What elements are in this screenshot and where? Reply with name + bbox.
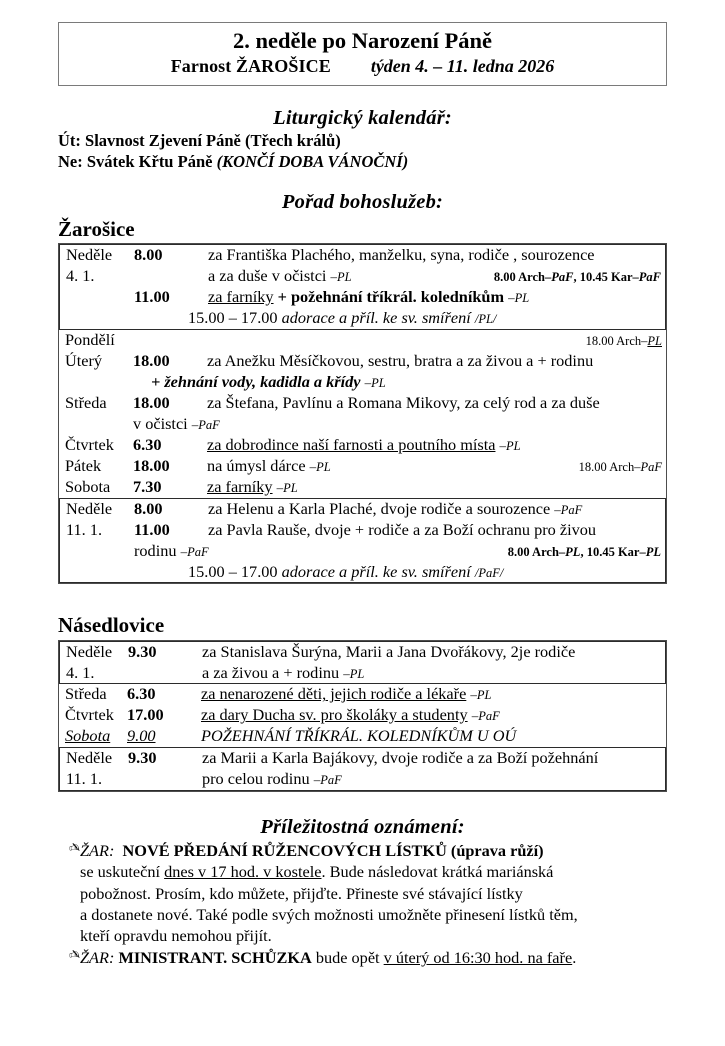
row-intention — [208, 499, 661, 520]
table-row — [60, 541, 665, 562]
row-intention — [201, 684, 662, 705]
announcement-line — [80, 861, 667, 882]
table-row — [59, 393, 666, 414]
row-time: 7.30 — [133, 476, 162, 496]
announcement-item — [58, 947, 667, 968]
row-intention — [65, 414, 662, 435]
celebrant-dash: – — [554, 501, 561, 517]
row-intention — [208, 266, 486, 287]
intention-bold-italic: + žehnání vody, kadidla a křídy — [151, 372, 361, 392]
annotation-celebrant: PL — [565, 544, 581, 559]
row-intention — [207, 456, 571, 477]
sunday-block-last — [59, 498, 666, 584]
celebrant-code: /PL/ — [474, 312, 497, 327]
sunday-block-first — [59, 244, 666, 330]
town-heading-nasedlovice: Násedlovice — [58, 613, 165, 638]
weekday-rows-zarosice — [59, 330, 666, 498]
intention-bold: + požehnání tříkrál. koledníkům — [273, 287, 505, 307]
table-row — [60, 266, 665, 287]
annotation-part: 18.00 Arch– — [578, 459, 641, 474]
liturgical-line — [58, 130, 667, 151]
celebrant-code: /PaF/ — [474, 565, 504, 580]
annotation-part: 18.00 Arch– — [585, 334, 648, 349]
row-intention — [202, 769, 661, 790]
row-intention: za Františka Plachého, manželku, syna, rodiče , sourozence — [208, 245, 595, 265]
row-time: 15.00 – 17.00 — [188, 308, 282, 328]
town-heading-zarosice: Žarošice — [58, 217, 135, 242]
announcement-line: kteří opravdu nemohou přijít. — [80, 926, 272, 946]
row-day: Sobota — [65, 726, 111, 746]
sunday-block-first-nas — [59, 641, 666, 685]
row-time: 9.30 — [128, 748, 157, 768]
intention-text: a za živou a + rodinu — [202, 662, 340, 682]
row-date: 11. 1. — [66, 519, 103, 539]
announcement-line: a dostanete nové. Také podle svých možnosti umožněte přinesení lístků těm, — [80, 904, 578, 924]
annotation-celebrant: PL — [645, 544, 661, 559]
row-time: 11.00 — [134, 287, 170, 307]
table-row — [60, 748, 665, 769]
celebrant-code: PaF — [187, 544, 209, 559]
row-intention: za Stanislava Šurýna, Marii a Jana Dvořákovy, 2je rodiče — [202, 641, 576, 661]
celebrant-code: PaF — [198, 417, 220, 432]
bulletin-header — [58, 22, 667, 86]
row-intention — [66, 308, 661, 329]
header-subtitle — [59, 56, 666, 78]
row-time: 18.00 — [133, 393, 170, 413]
table-row — [59, 684, 666, 705]
pen-hand-icon: ✍ — [69, 948, 80, 964]
services-heading: Pořad bohoslužeb: — [281, 191, 444, 214]
celebrant-dash: – — [180, 543, 188, 559]
row-day: Čtvrtek — [65, 434, 114, 454]
celebrant-code: PL — [476, 688, 492, 703]
celebrant-dash: – — [470, 687, 477, 703]
announcement-title: MINISTRANT. SCHŮZKA — [118, 948, 312, 968]
table-row — [60, 663, 665, 684]
annotation-celebrant: PaF — [551, 270, 574, 285]
celebrant-dash: – — [276, 479, 284, 495]
celebrant-code: PL — [316, 459, 331, 474]
intention-underlined: za nenarozené děti, jejich rodiče a lékaře — [201, 684, 467, 704]
line-post: . Bude následovat krátká mariánská — [321, 862, 554, 882]
row-day: Neděle — [66, 748, 113, 768]
row-time: 8.00 — [134, 245, 163, 265]
row-intention — [66, 562, 661, 583]
announcement-item — [58, 840, 667, 861]
celebrant-code: PL — [283, 480, 298, 495]
annotation-part: , 10.45 Kar– — [573, 270, 639, 285]
celebrant-code: PL — [514, 291, 530, 306]
celebrant-dash: – — [364, 375, 372, 391]
celebrant-dash: – — [313, 772, 321, 788]
intention-underlined: za farníky — [208, 287, 274, 307]
row-day: Středa — [65, 684, 107, 704]
table-row — [60, 287, 665, 308]
table-row — [60, 499, 665, 520]
table-row — [59, 435, 666, 456]
table-row — [59, 456, 666, 477]
intention-text: v očistci — [133, 413, 188, 433]
row-time: 9.00 — [127, 726, 156, 746]
intention-text: adorace a příl. ke sv. smíření — [281, 561, 471, 581]
row-intention — [65, 372, 662, 393]
row-time: 11.00 — [134, 519, 170, 539]
row-annotation — [500, 544, 661, 560]
page-title: 2. neděle po Narození Páně — [233, 28, 492, 53]
row-day: Pondělí — [65, 330, 115, 350]
annotation-celebrant: PL — [647, 334, 662, 349]
celebrant-code: PL — [349, 666, 365, 681]
celebrant-dash: – — [499, 437, 507, 453]
liturgical-line — [58, 151, 667, 172]
row-intention — [201, 705, 662, 726]
occasional-heading: Příležitostná oznámení: — [260, 816, 465, 839]
intention-text: rodinu — [134, 540, 177, 560]
row-annotation — [571, 459, 662, 475]
schedule-table-nasedlovice — [58, 640, 667, 793]
row-time: 6.30 — [133, 434, 162, 454]
intention-text: na úmysl dárce — [207, 455, 306, 475]
row-intention: za Pavla Rauše, dvoje + rodiče a za Boží ochranu pro živou — [208, 519, 597, 539]
announcement-body — [80, 947, 667, 968]
row-date: 4. 1. — [66, 266, 95, 286]
row-time: 8.00 — [134, 498, 163, 518]
table-row — [60, 562, 665, 583]
row-day: Sobota — [65, 476, 111, 496]
row-day: Úterý — [65, 351, 103, 371]
row-time: 9.30 — [128, 641, 157, 661]
row-time: 18.00 — [133, 455, 170, 475]
announcement-tag: ŽAR: — [80, 948, 115, 968]
row-day: Pátek — [65, 455, 102, 475]
celebrant-code: PaF — [478, 709, 500, 724]
annotation-part: 8.00 Arch– — [493, 270, 552, 285]
line-underlined: dnes v 17 hod. v kostele — [164, 862, 322, 882]
table-row — [60, 308, 665, 329]
celebrant-code: PL — [506, 438, 521, 453]
table-row — [59, 705, 666, 726]
row-intention — [66, 541, 500, 562]
annotation-part: 8.00 Arch– — [507, 544, 566, 559]
row-day: Neděle — [66, 498, 113, 518]
table-row — [59, 372, 666, 393]
table-row — [60, 245, 665, 266]
row-intention: POŽEHNÁNÍ TŘÍKRÁL. KOLEDNÍKŮM U OÚ — [201, 726, 517, 746]
intention-text: pro celou rodinu — [202, 769, 310, 789]
intention-text: a za duše v očistci — [208, 266, 327, 286]
celebrant-code: PL — [371, 376, 386, 391]
row-time: 15.00 – 17.00 — [188, 561, 282, 581]
line-pre: bude opět — [311, 948, 384, 968]
row-day: Neděle — [66, 245, 113, 265]
schedule-table-zarosice — [58, 243, 667, 584]
row-date: 4. 1. — [66, 662, 95, 682]
row-day: Středa — [65, 393, 107, 413]
table-row — [59, 414, 666, 435]
liturgical-day-2: Ne: Svátek Křtu Páně — [58, 151, 217, 171]
parish-name: Farnost ŽAROŠICE — [170, 55, 331, 76]
table-row — [59, 726, 666, 747]
liturgical-calendar-heading: Liturgický kalendář: — [273, 106, 452, 129]
intention-text: adorace a příl. ke sv. smíření — [281, 308, 471, 328]
row-day: Neděle — [66, 641, 113, 661]
intention-underlined: za farníky — [207, 476, 273, 496]
table-row — [59, 477, 666, 498]
sunday-block-last-nas — [59, 747, 666, 791]
celebrant-dash: – — [471, 708, 479, 724]
row-time: 17.00 — [127, 705, 164, 725]
line-post: . — [572, 948, 577, 968]
celebrant-code: PaF — [320, 773, 342, 788]
intention-underlined: za dobrodince naší farnosti a poutního místa — [207, 434, 496, 454]
row-intention: za Anežku Měsíčkovou, sestru, bratra a za živou a + rodinu — [207, 351, 594, 371]
row-time: 6.30 — [127, 684, 156, 704]
table-row — [60, 769, 665, 790]
line-pre: se uskuteční — [80, 862, 165, 882]
announcement-body — [80, 840, 667, 861]
announcement-tag: ŽAR: — [80, 841, 115, 861]
table-row — [59, 351, 666, 372]
row-intention: za Štefana, Pavlínu a Romana Mikovy, za celý rod a za duše — [207, 393, 600, 413]
liturgical-note-2: (KONČÍ DOBA VÁNOČNÍ) — [216, 151, 409, 171]
row-day: Čtvrtek — [65, 705, 114, 725]
row-intention — [202, 663, 661, 684]
intention-underlined: za dary Ducha sv. pro školáky a studenty — [201, 705, 468, 725]
row-time: 18.00 — [133, 351, 170, 371]
annotation-part: , 10.45 Kar– — [580, 544, 646, 559]
table-row — [60, 520, 665, 541]
pen-hand-icon: ✍ — [69, 841, 80, 857]
liturgical-day-1: Út: Slavnost Zjevení Páně (Třech králů) — [58, 130, 341, 150]
celebrant-code: PL — [337, 270, 352, 285]
line-underlined: v úterý od 16:30 hod. na faře — [383, 948, 573, 968]
bulletin-page — [0, 22, 725, 1046]
row-annotation — [578, 333, 662, 349]
annotation-celebrant: PaF — [638, 270, 661, 285]
celebrant-dash: – — [343, 665, 350, 681]
weekday-rows-nasedlovice — [59, 684, 666, 747]
table-row — [60, 642, 665, 663]
row-intention — [208, 287, 661, 308]
announcement-title: NOVÉ PŘEDÁNÍ RŮŽENCOVÝCH LÍSTKŮ (úprava růží) — [122, 841, 544, 861]
celebrant-dash: – — [330, 269, 338, 285]
week-range: týden 4. – 11. ledna 2026 — [370, 55, 555, 76]
celebrant-dash: – — [309, 458, 317, 474]
celebrant-dash: – — [508, 290, 515, 306]
celebrant-code: PaF — [560, 502, 583, 517]
announcement-line: pobožnost. Prosím, kdo můžete, přijďte. Přineste své stávající lístky — [80, 883, 523, 903]
table-row — [59, 330, 666, 351]
row-intention — [207, 435, 662, 456]
celebrant-dash: – — [191, 416, 199, 432]
row-date: 11. 1. — [66, 769, 103, 789]
annotation-celebrant: PaF — [640, 459, 662, 474]
intention-text: za Helenu a Karla Plaché, dvoje rodiče a sourozence — [208, 498, 551, 518]
row-annotation — [486, 269, 661, 285]
row-intention — [207, 477, 662, 498]
row-intention: za Marii a Karla Bajákovy, dvoje rodiče a za Boží požehnání — [202, 748, 599, 768]
